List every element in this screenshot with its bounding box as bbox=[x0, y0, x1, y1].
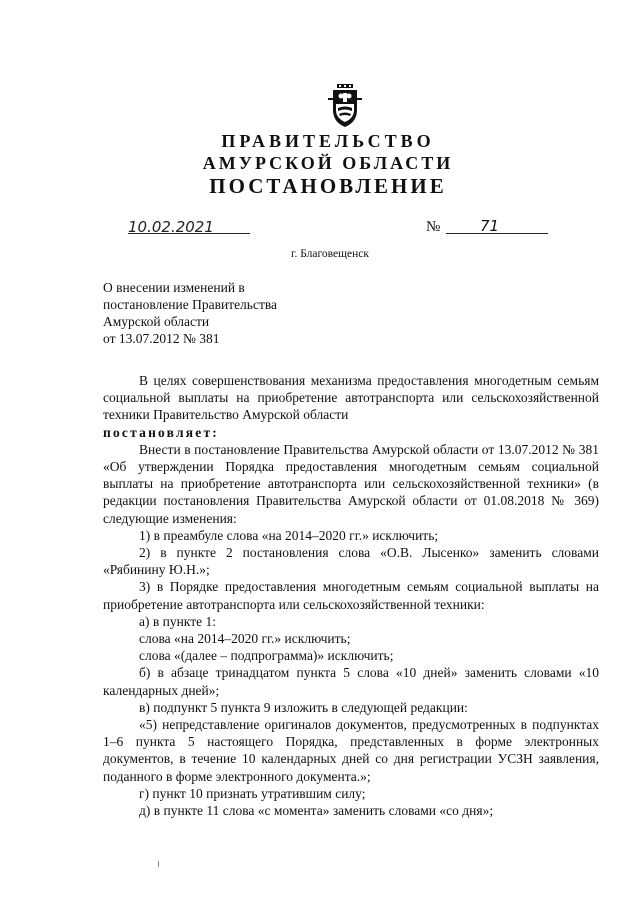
intro-paragraph: Внести в постановление Правительства Амурской области от 13.07.2012 № 381 «Об утверждении Порядка предоставления многодетным семьям социальной выплаты на приобретение автотранспорта или сельскохозяйственной техники» (в редакции постановления Правительства Амурской области от 01.08.2018 № 369) следующие изменения: bbox=[103, 441, 599, 526]
subject-line: постановление Правительства bbox=[103, 297, 278, 312]
list-item: слова «(далее – подпрограмма)» исключить; bbox=[139, 648, 394, 664]
list-item: д) в пункте 11 слова «с момента» заменить словами «со дня»; bbox=[139, 803, 494, 819]
subject-line: от 13.07.2012 № 381 bbox=[103, 331, 220, 346]
list-item: 1) в преамбуле слова «на 2014–2020 гг.» исключить; bbox=[139, 527, 439, 543]
number-underline bbox=[446, 233, 548, 234]
resolves-word: постановляет: bbox=[103, 424, 219, 440]
city-label: г. Благовещенск bbox=[291, 248, 369, 260]
document-date: 10.02.2021 bbox=[128, 218, 214, 236]
list-item: г) пункт 10 признать утратившим силу; bbox=[139, 785, 366, 801]
preamble-paragraph: В целях совершенствования механизма предоставления многодетным семьям социальной выплаты на приобретение автотранспорта или сельскохозяйственной техники Правительство Амурской области bbox=[103, 373, 599, 423]
date-underline bbox=[128, 233, 250, 234]
document-number: 71 bbox=[480, 217, 500, 235]
document-type-title: ПОСТАНОВЛЕНИЕ bbox=[209, 174, 447, 198]
amur-region-coat-of-arms-icon bbox=[326, 84, 364, 128]
subject-line: О внесении изменений в bbox=[103, 280, 245, 295]
list-item: 3) в Порядке предоставления многодетным семьям социальной выплаты на приобретение автотранспорта или сельскохозяйственной техники: bbox=[103, 579, 599, 612]
subject-line: Амурской области bbox=[103, 314, 210, 329]
number-sign: № bbox=[426, 219, 441, 235]
list-item: слова «на 2014–2020 гг.» исключить; bbox=[139, 631, 351, 647]
organization-name-line2: АМУРСКОЙ ОБЛАСТИ bbox=[202, 153, 454, 173]
document-subject bbox=[103, 279, 277, 347]
list-item: 2) в пункте 2 постановления слова «О.В. Лысенко» заменить словами «Рябинину Ю.Н.»; bbox=[103, 545, 599, 578]
list-item: а) в пункте 1: bbox=[139, 613, 216, 629]
document-body bbox=[103, 372, 599, 819]
organization-name-line1: ПРАВИТЕЛЬСТВО bbox=[221, 131, 435, 151]
list-item: в) подпункт 5 пункта 9 изложить в следующей редакции: bbox=[139, 699, 468, 715]
page-mark bbox=[158, 861, 159, 867]
list-item: б) в абзаце тринадцатом пункта 5 слова «10 дней» заменить словами «10 календарных дней»; bbox=[103, 665, 599, 698]
quoted-text: «5) непредставление оригиналов документов, предусмотренных в подпунктах 1–6 пункта 5 настоящего Порядка, представленных в форме электронных документов, в течение 10 календарных дней со дня регистрации УСЗН заявления, поданного в форме электронного документа.»; bbox=[103, 717, 599, 784]
